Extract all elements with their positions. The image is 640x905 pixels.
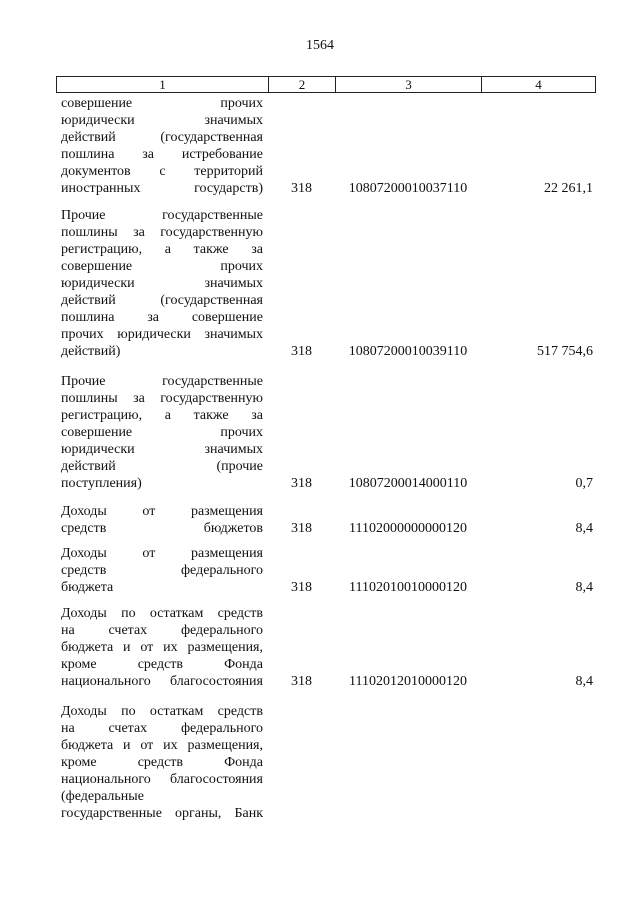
description-line: бюджета и от их размещения,: [61, 640, 263, 655]
description-line: бюджета и от их размещения,: [61, 738, 263, 753]
header-col-2: 2: [269, 77, 336, 92]
budget-code: 11102000000000120: [349, 521, 467, 536]
description-line: средств бюджетов: [61, 521, 263, 536]
admin-code: 318: [291, 674, 312, 689]
header-col-4: 4: [535, 77, 542, 92]
description-line: национального благосостояния: [61, 772, 263, 787]
row-description: [61, 95, 263, 197]
description-line: действий): [61, 344, 121, 359]
description-line: пошлины за государственную: [61, 225, 263, 240]
description-line: действий (прочие: [61, 459, 263, 474]
budget-code: 11102012010000120: [349, 674, 467, 689]
description-line: совершение прочих: [61, 96, 263, 111]
row-description: [61, 373, 263, 492]
row-description: [61, 703, 263, 822]
header-col-1: 1: [57, 77, 269, 92]
admin-code: 318: [291, 521, 312, 536]
description-line: юридически значимых: [61, 442, 263, 457]
amount-value: 22 261,1: [544, 181, 593, 196]
description-line: Доходы по остаткам средств: [61, 606, 263, 621]
description-line: на счетах федерального: [61, 623, 263, 638]
description-line: совершение прочих: [61, 259, 263, 274]
description-line: действий (государственная: [61, 130, 263, 145]
budget-code: 10807200014000110: [348, 476, 468, 491]
description-line: кроме средств Фонда: [61, 657, 263, 672]
description-line: пошлина за совершение: [61, 310, 263, 325]
description-line: регистрацию, а также за: [61, 242, 263, 257]
admin-code: 318: [291, 181, 312, 196]
header-col-3: 3: [336, 77, 482, 92]
description-line: прочих юридически значимых: [61, 327, 263, 342]
admin-code: 318: [291, 580, 312, 595]
description-line: пошлины за государственную: [61, 391, 263, 406]
description-line: пошлина за истребование: [61, 147, 263, 162]
row-description: [61, 545, 263, 596]
admin-code: 318: [291, 476, 312, 491]
description-line: национального благосостояния: [61, 674, 263, 689]
description-line: Доходы по остаткам средств: [61, 704, 263, 719]
description-line: юридически значимых: [61, 113, 263, 128]
description-line: совершение прочих: [61, 425, 263, 440]
page-number: 1564: [306, 38, 334, 53]
amount-value: 8,4: [575, 580, 593, 595]
amount-value: 8,4: [575, 674, 593, 689]
amount-value: 8,4: [575, 521, 593, 536]
description-line: Прочие государственные: [61, 208, 263, 223]
row-description: [61, 207, 263, 360]
description-line: (федеральные: [61, 789, 144, 804]
description-line: документов с территорий: [61, 164, 263, 179]
budget-code: 10807200010037110: [348, 181, 468, 196]
description-line: кроме средств Фонда: [61, 755, 263, 770]
budget-code: 11102010010000120: [349, 580, 467, 595]
row-description: [61, 503, 263, 537]
row-description: [61, 605, 263, 690]
description-line: государственные органы, Банк: [61, 806, 263, 821]
description-line: средств федерального: [61, 563, 263, 578]
description-line: Доходы от размещения: [61, 504, 263, 519]
amount-value: 517 754,6: [537, 344, 593, 359]
description-line: иностранных государств): [61, 181, 263, 196]
description-line: Прочие государственные: [61, 374, 263, 389]
description-line: бюджета: [61, 580, 114, 595]
admin-code: 318: [291, 344, 312, 359]
description-line: регистрацию, а также за: [61, 408, 263, 423]
description-line: поступления): [61, 476, 142, 491]
description-line: действий (государственная: [61, 293, 263, 308]
description-line: на счетах федерального: [61, 721, 263, 736]
description-line: Доходы от размещения: [61, 546, 263, 561]
budget-code: 10807200010039110: [348, 344, 468, 359]
table-header: [56, 76, 596, 93]
amount-value: 0,7: [575, 476, 593, 491]
description-line: юридически значимых: [61, 276, 263, 291]
